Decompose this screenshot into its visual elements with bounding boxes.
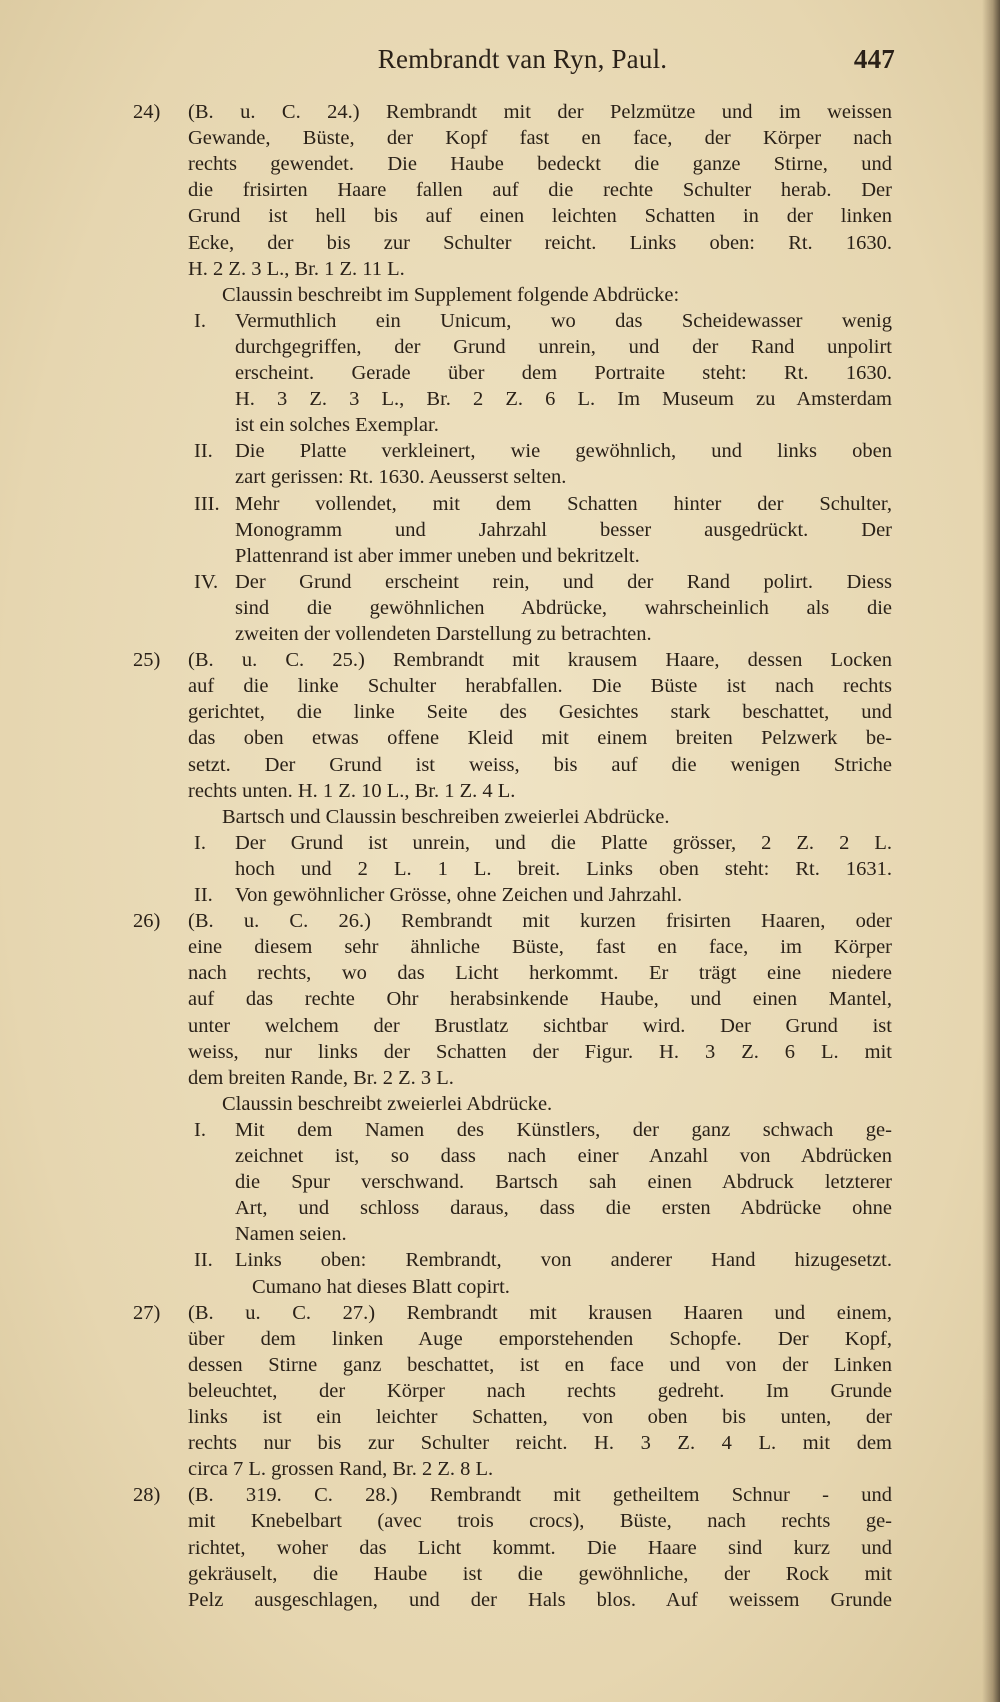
line-text: Gewande, Büste, der Kopf fast en face, der Körper nach	[188, 127, 892, 150]
state-numeral: IV.	[194, 570, 219, 593]
text-line	[0, 439, 1000, 464]
text-line	[0, 231, 1000, 256]
entry-number: 24)	[133, 101, 161, 123]
entry-number: 26)	[133, 910, 161, 933]
line-text: die frisirten Haare fallen auf die rechte Schulter herab. Der	[188, 179, 892, 202]
text-line	[0, 544, 1000, 569]
text-line	[0, 283, 1000, 308]
state-numeral: I.	[194, 309, 206, 332]
line-text: hoch und 2 L. 1 L. breit. Links oben steht: Rt. 1631.	[235, 857, 892, 880]
catalogue-text	[0, 100, 1000, 1660]
text-line	[0, 1457, 1000, 1482]
text-line	[0, 335, 1000, 360]
line-text: (B. 319. C. 28.) Rembrandt mit getheiltem Schnur - und	[188, 1484, 892, 1507]
text-line	[0, 622, 1000, 647]
text-line	[0, 1327, 1000, 1352]
text-line	[0, 961, 1000, 986]
text-line	[0, 100, 1000, 125]
line-text: nach rechts, wo das Licht herkommt. Er trägt eine niedere	[188, 962, 892, 985]
line-text: mit Knebelbart (avec trois crocs), Büste, nach rechts ge-	[188, 1510, 892, 1533]
line-text: rechts unten. H. 1 Z. 10 L., Br. 1 Z. 4 L.	[188, 779, 516, 802]
text-line	[0, 1588, 1000, 1613]
line-text: (B. u. C. 26.) Rembrandt mit kurzen frisirten Haaren, oder	[188, 910, 892, 933]
line-text: erscheint. Gerade über dem Portraite steht: Rt. 1630.	[235, 362, 892, 384]
line-text: Cumano hat dieses Blatt copirt.	[252, 1275, 510, 1298]
text-line	[0, 779, 1000, 804]
line-text: rechts nur bis zur Schulter reicht. H. 3 Z. 4 L. mit dem	[188, 1432, 892, 1455]
entry-number: 28)	[133, 1484, 161, 1507]
state-numeral: II.	[194, 884, 213, 906]
text-line	[0, 518, 1000, 543]
line-text: Pelz ausgeschlagen, und der Hals blos. Auf weissem Grunde	[188, 1588, 892, 1611]
text-line	[0, 1536, 1000, 1561]
line-text: circa 7 L. grossen Rand, Br. 2 Z. 8 L.	[188, 1458, 494, 1481]
text-line	[0, 1222, 1000, 1247]
line-text: auf die linke Schulter herabfallen. Die Büste ist nach rechts	[188, 675, 892, 698]
line-text: Von gewöhnlicher Grösse, ohne Zeichen und Jahrzahl.	[235, 884, 683, 906]
line-text: Bartsch und Claussin beschreiben zweierlei Abdrücke.	[222, 805, 670, 828]
text-line	[0, 857, 1000, 882]
text-line	[0, 1118, 1000, 1143]
text-line	[0, 1014, 1000, 1039]
state-numeral: II.	[194, 1249, 213, 1272]
text-line	[0, 1509, 1000, 1534]
text-line	[0, 1405, 1000, 1430]
line-text: richtet, woher das Licht kommt. Die Haare sind kurz und	[188, 1536, 892, 1559]
line-text: beleuchtet, der Körper nach rechts gedreht. Im Grunde	[188, 1379, 892, 1402]
text-line	[0, 753, 1000, 778]
line-text: Mehr vollendet, mit dem Schatten hinter der Schulter,	[235, 492, 892, 515]
text-line	[0, 152, 1000, 177]
line-text: Mit dem Namen des Künstlers, der ganz schwach ge-	[235, 1118, 892, 1141]
line-text: das oben etwas offene Kleid mit einem breiten Pelzwerk be-	[188, 727, 892, 750]
line-text: gekräuselt, die Haube ist die gewöhnliche, der Rock mit	[188, 1562, 892, 1585]
line-text: zeichnet ist, so dass nach einer Anzahl von Abdrücken	[235, 1145, 892, 1167]
text-line	[0, 987, 1000, 1012]
line-text: links ist ein leichter Schatten, von oben bis unten, der	[188, 1406, 892, 1428]
line-text: (B. u. C. 27.) Rembrandt mit krausen Haaren und einem,	[188, 1301, 892, 1324]
state-numeral: I.	[194, 831, 206, 854]
text-line	[0, 909, 1000, 934]
text-line	[0, 257, 1000, 282]
line-text: gerichtet, die linke Seite des Gesichtes stark beschattet, und	[188, 701, 892, 724]
text-line	[0, 1379, 1000, 1404]
line-text: dessen Stirne ganz beschattet, ist en face und von der Linken	[188, 1353, 892, 1376]
line-text: H. 3 Z. 3 L., Br. 2 Z. 6 L. Im Museum zu Amsterdam	[235, 388, 892, 411]
line-text: (B. u. C. 25.) Rembrandt mit krausem Haare, dessen Locken	[188, 649, 892, 672]
text-line	[0, 1562, 1000, 1587]
line-text: H. 2 Z. 3 L., Br. 1 Z. 11 L.	[188, 257, 405, 280]
text-line	[0, 935, 1000, 960]
line-text: sind die gewöhnlichen Abdrücke, wahrscheinlich als die	[235, 596, 892, 619]
page-number: 447	[853, 44, 895, 74]
line-text: Der Grund ist unrein, und die Platte grösser, 2 Z. 2 L.	[235, 831, 892, 854]
line-text: (B. u. C. 24.) Rembrandt mit der Pelzmütze und im weissen	[188, 101, 892, 123]
text-line	[0, 1040, 1000, 1065]
text-line	[0, 1144, 1000, 1169]
line-text: die Spur verschwand. Bartsch sah einen Abdruck letzterer	[235, 1171, 892, 1194]
text-line	[0, 1275, 1000, 1300]
running-header	[150, 44, 895, 84]
line-text: Namen seien.	[235, 1223, 347, 1246]
text-line	[0, 204, 1000, 229]
text-line	[0, 178, 1000, 203]
text-line	[0, 1301, 1000, 1326]
text-line	[0, 648, 1000, 673]
line-text: eine diesem sehr ähnliche Büste, fast en face, im Körper	[188, 936, 892, 959]
line-text: Plattenrand ist aber immer uneben und bekritzelt.	[235, 544, 640, 567]
text-line	[0, 700, 1000, 725]
text-line	[0, 309, 1000, 334]
text-line	[0, 1483, 1000, 1508]
line-text: zart gerissen: Rt. 1630. Aeusserst selten.	[235, 466, 567, 489]
line-text: setzt. Der Grund ist weiss, bis auf die wenigen Striche	[188, 753, 892, 776]
line-text: Links oben: Rembrandt, von anderer Hand hizugesetzt.	[235, 1249, 892, 1272]
line-text: weiss, nur links der Schatten der Figur. H. 3 Z. 6 L. mit	[188, 1040, 892, 1063]
text-line	[0, 1196, 1000, 1221]
text-line	[0, 465, 1000, 490]
line-text: auf das rechte Ohr herabsinkende Haube, und einen Mantel,	[188, 988, 892, 1011]
line-text: zweiten der vollendeten Darstellung zu betrachten.	[235, 623, 652, 645]
line-text: Claussin beschreibt zweierlei Abdrücke.	[222, 1092, 553, 1115]
running-title: Rembrandt van Ryn, Paul.	[377, 44, 668, 74]
text-line	[0, 1248, 1000, 1273]
text-line	[0, 570, 1000, 595]
text-line	[0, 387, 1000, 412]
text-line	[0, 126, 1000, 151]
line-text: rechts gewendet. Die Haube bedeckt die ganze Stirne, und	[188, 153, 892, 176]
state-numeral: III.	[194, 492, 220, 515]
text-line	[0, 1092, 1000, 1117]
text-line	[0, 361, 1000, 386]
state-numeral: II.	[194, 440, 213, 463]
entry-number: 27)	[133, 1301, 161, 1324]
text-line	[0, 413, 1000, 438]
text-line	[0, 596, 1000, 621]
text-line	[0, 805, 1000, 830]
state-numeral: I.	[194, 1118, 206, 1141]
text-line	[0, 492, 1000, 517]
text-line	[0, 1066, 1000, 1091]
entry-number: 25)	[133, 649, 161, 672]
line-text: Claussin beschreibt im Supplement folgende Abdrücke:	[222, 283, 680, 306]
line-text: Die Platte verkleinert, wie gewöhnlich, und links oben	[235, 440, 892, 463]
line-text: Der Grund erscheint rein, und der Rand polirt. Diess	[235, 570, 892, 593]
text-line	[0, 1170, 1000, 1195]
text-line	[0, 883, 1000, 908]
line-text: dem breiten Rande, Br. 2 Z. 3 L.	[188, 1066, 454, 1089]
line-text: Grund ist hell bis auf einen leichten Schatten in der linken	[188, 205, 892, 228]
line-text: durchgegriffen, der Grund unrein, und der Rand unpolirt	[235, 335, 892, 358]
line-text: Monogramm und Jahrzahl besser ausgedrückt. Der	[235, 518, 892, 541]
text-line	[0, 831, 1000, 856]
line-text: Vermuthlich ein Unicum, wo das Scheidewasser wenig	[235, 309, 892, 332]
text-line	[0, 1431, 1000, 1456]
line-text: Art, und schloss daraus, dass die ersten Abdrücke ohne	[235, 1197, 892, 1220]
line-text: Ecke, der bis zur Schulter reicht. Links oben: Rt. 1630.	[188, 231, 892, 254]
text-line	[0, 726, 1000, 751]
text-line	[0, 1353, 1000, 1378]
line-text: unter welchem der Brustlatz sichtbar wird. Der Grund ist	[188, 1014, 892, 1037]
text-line	[0, 674, 1000, 699]
line-text: über dem linken Auge emporstehenden Schopfe. Der Kopf,	[188, 1327, 892, 1350]
line-text: ist ein solches Exemplar.	[235, 414, 439, 437]
